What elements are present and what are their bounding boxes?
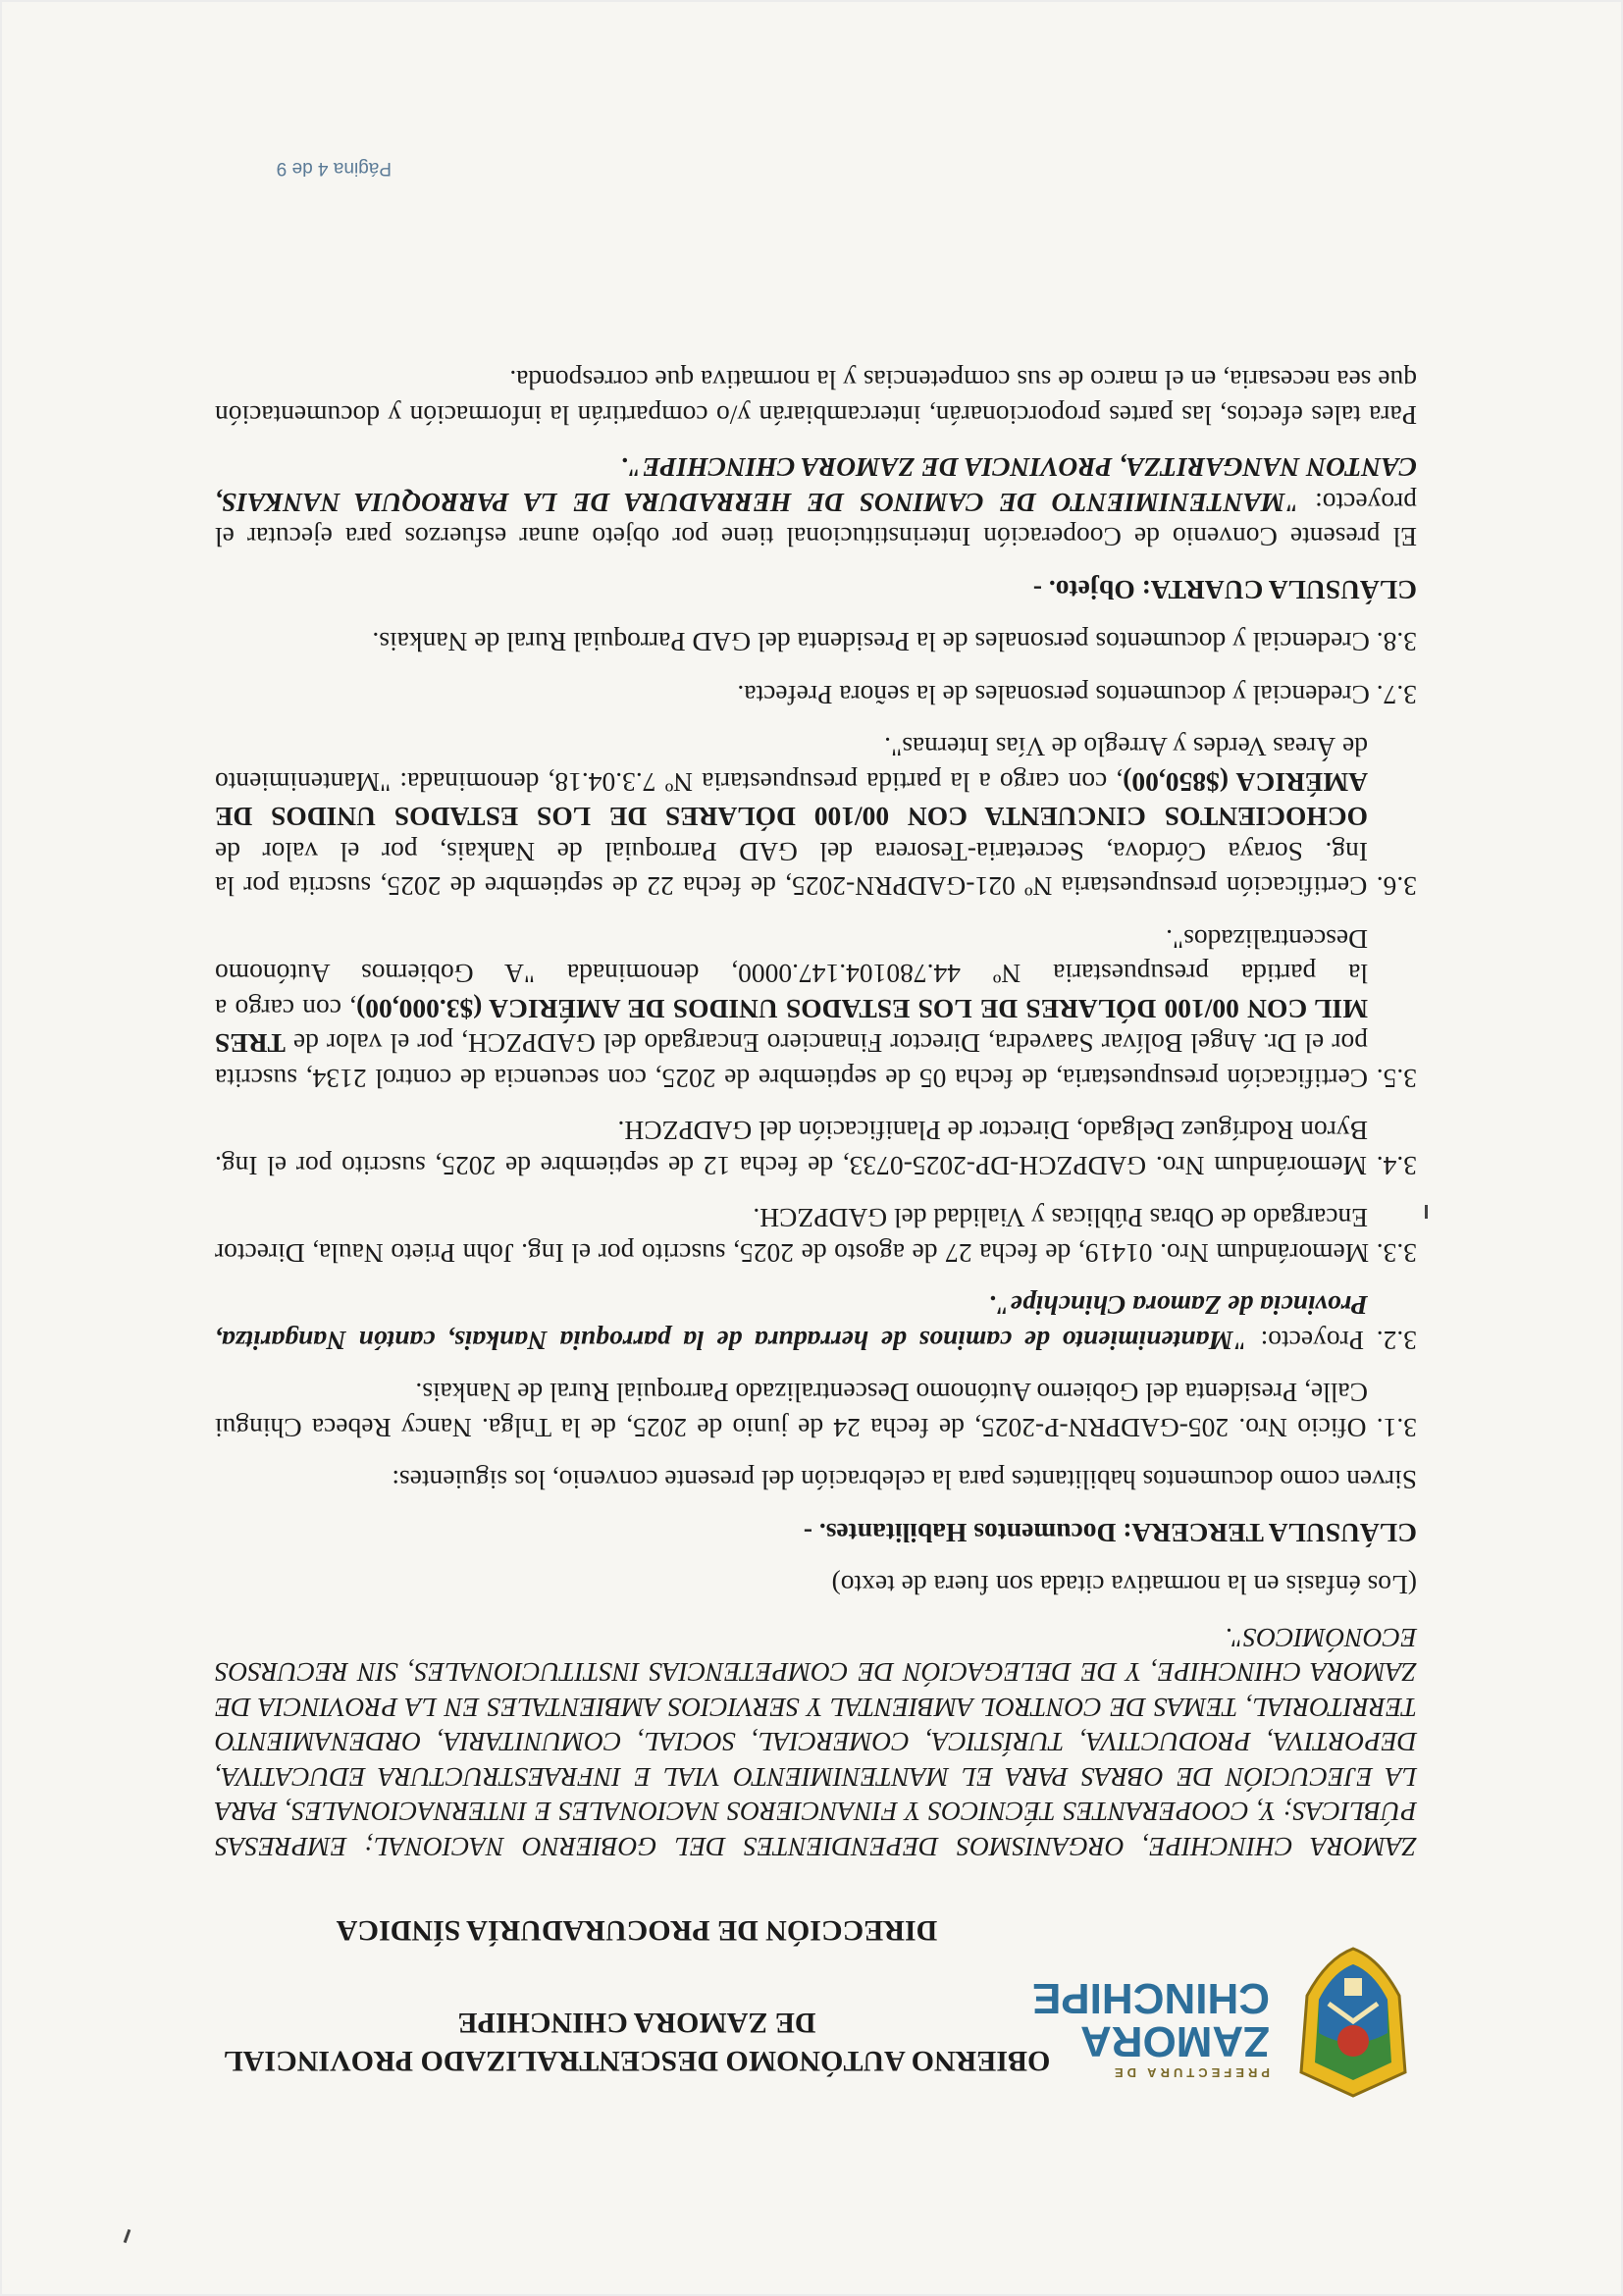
- project-name: "Mantenimiento de caminos de herradura de la parroquia Nankais, cantón Nangaritza, Provincia de Zamora Chinchipe".: [215, 1290, 1368, 1356]
- list-item: [215, 922, 1417, 1097]
- item-text: Memorándum Nro. 01419, de fecha 27 de agosto de 2025, suscrito por el Ing. John Prieto Naula, Director Encargado de Obras Públicas y Vialidad del GADPZCH.: [214, 1203, 1370, 1269]
- item-text: Oficio Nro. 205-GADPRN-P-2025, de fecha 24 de junio de 2025, de la Tnlga. Nancy Rebeca Chingui Calle, Presidenta del Gobierno Autónomo Descentralizado Parroquial Rural de Nankais.: [214, 1378, 1368, 1443]
- item-text: Credencial y documentos personales de la Presidenta del GAD Parroquial Rural de Nankais.: [372, 627, 1370, 658]
- document-header: [210, 1884, 1417, 2110]
- amount-text: TRES MIL CON 00/100 DÓLARES DE LOS ESTADOS UNIDOS DE AMÉRICA ($3.000,00): [215, 994, 1368, 1060]
- page-number: Página 4 de 9: [276, 158, 392, 179]
- clause-fourth-paragraph-2: Para tales efectos, las partes proporcionarán, intercambiarán y/o compartirán la información y documentación que sea necesaria, en el marco de sus competencias y la normativa que corresponda.: [215, 365, 1417, 431]
- item-text-tail: , con cargo a la partida presupuestaria Nº 7.3.04.18, denominada: "Mantenimiento de Áreas Verdes y Arreglo de Vías Internas".: [215, 732, 1368, 798]
- item-text: Proyecto:: [1247, 1326, 1365, 1356]
- department-subtitle: DIRECCIÓN DE PROCURADURÍA SÍNDICA: [336, 1914, 938, 1947]
- list-item: [215, 1376, 1417, 1445]
- item-number: 3.6.: [1367, 871, 1417, 903]
- brand-small-label: PREFECTURA DE: [1110, 2065, 1270, 2080]
- item-number: 3.3.: [1369, 1238, 1417, 1269]
- institution-title-line2: DE ZAMORA CHINCHIPE: [457, 2007, 816, 2039]
- list-item: [215, 678, 1417, 713]
- enabling-documents-list: [215, 625, 1417, 1445]
- emphasis-note: (Los énfasis en la normativa citada son fuera de texto): [831, 1570, 1417, 1601]
- brand-name-line2: CHINCHIPE: [1031, 1974, 1270, 2022]
- item-text: Certificación presupuestaria, de fecha 05 de septiembre de 2025, con secuencia de control 2134, suscrita por el Dr. Angel Bolívar Saavedra, Director Financiero Encargado del GADPZCH, por el valor de: [215, 1028, 1369, 1094]
- item-number: 3.8.: [1369, 627, 1417, 658]
- clause-fourth-project: "MANTENIMIENTO DE CAMINOS DE HERRADURA DE LA PARROQUIA NANKAIS, CANTON NANGARITZA, PROVINCIA DE ZAMORA CHINCHIPE".: [214, 452, 1417, 518]
- provincial-crest-icon: [1289, 1945, 1417, 2102]
- institution-title-line1: OBIERNO AUTÓNOMO DESCENTRALIZADO PROVINCIAL: [223, 2045, 1051, 2077]
- prefectura-logo: [1031, 1923, 1417, 2110]
- brand-name-line1: ZAMORA: [1079, 2017, 1270, 2065]
- clause-fourth-text: El presente Convenio de Cooperación Interinstitucional tiene por objeto aunar esfuerzos para ejecutar el proyecto:: [215, 488, 1417, 553]
- list-item: [215, 625, 1417, 660]
- list-item: [215, 1288, 1417, 1358]
- document-body: [215, 345, 1417, 1864]
- item-number: 3.5.: [1368, 1064, 1417, 1094]
- item-number: 3.1.: [1366, 1413, 1417, 1443]
- clause-third-intro: Sirven como documentos habilitantes para la celebración del presente convenio, los siguientes:: [392, 1465, 1417, 1496]
- list-item: [215, 1114, 1417, 1183]
- item-number: 3.2.: [1364, 1326, 1417, 1356]
- item-number: 3.7.: [1369, 680, 1417, 710]
- item-number: 3.4.: [1367, 1151, 1417, 1181]
- clause-third-title: CLÁUSULA TERCERA: Documentos Habilitantes. -: [803, 1518, 1417, 1548]
- institution-title: [210, 2004, 1064, 2080]
- item-text: Memorándum Nro. GADPZCH-DP-2025-0733, de fecha 12 de septiembre de 2025, suscrito por el Ing. Byron Rodríguez Delgado, Director de Planificación del GADPZCH.: [214, 1116, 1368, 1181]
- item-text-tail: , con cargo a la partida presupuestaria Nº 44.780104.147.0000, denominada "A Gobiernos Autónomo Descentralizados".: [215, 924, 1368, 1024]
- scan-artifact: [1425, 1205, 1428, 1219]
- list-item: [215, 1201, 1417, 1271]
- item-text: Certificación presupuestaria Nº 021-GADPRN-2025, de fecha 22 de septiembre de 2025, suscrita por la Ing. Soraya Córdova, Secretaria-Tesorera del GAD Parroquial de Nankais, por el valor de: [215, 837, 1368, 903]
- clause-fourth-paragraph: [215, 450, 1417, 555]
- intro-caps-paragraph: ZAMORA CHINCHIPE, ORGANISMOS DEPENDIENTES DEL GOBIERNO NACIONAL; EMPRESAS PÚBLICAS; Y, COOPERANTES TÉCNICOS Y FINANCIEROS NACIONALES E INTERNACIONALES, PARA LA EJECUCIÓN DE OBRAS PARA EL MANTENIMIENTO VIAL E INFRAESTRUCTURA EDUCATIVA, DEPORTIVA, PRODUCTIVA, TURÍSTICA, COMERCIAL, SOCIAL, COMUNITARIA, ORDENAMIENTO TERRITORIAL, TEMAS DE CONTROL AMBIENTAL Y SERVICIOS AMBIENTALES EN LA PROVINCIA DE ZAMORA CHINCHIPE, Y DE DELEGACIÓN DE COMPETENCIAS INSTITUCIONALES, SIN RECURSOS ECONÓMICOS".: [215, 1623, 1417, 1862]
- list-item: [215, 730, 1417, 905]
- clause-fourth-title: CLÁUSULA CUARTA: Objeto. -: [1032, 575, 1417, 605]
- item-text: Credencial y documentos personales de la señora Prefecta.: [737, 680, 1370, 710]
- amount-text: OCHOCIENTOS CINCUENTA CON 00/100 DÓLARES DE LOS ESTADOS UNIDOS DE AMÉRICA ($850,00): [215, 767, 1368, 833]
